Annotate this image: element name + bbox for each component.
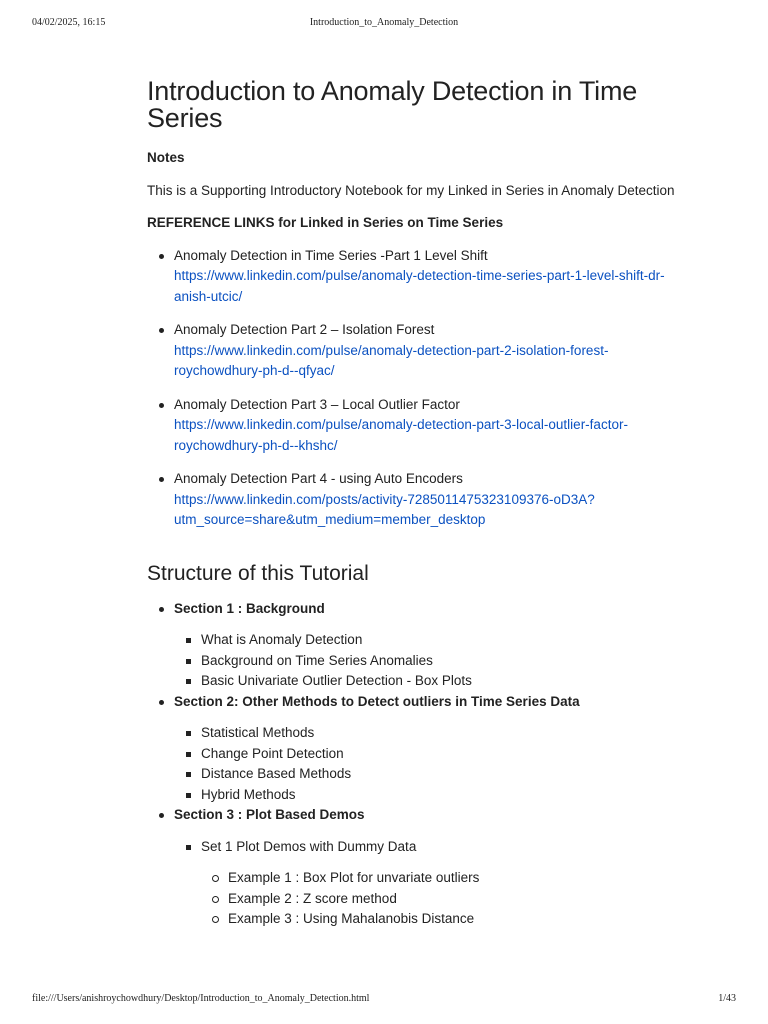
bullet-square-icon xyxy=(186,772,191,777)
reference-link[interactable]: https://www.linkedin.com/posts/activity-7285011475323109376-oD3A?utm_source=share&utm_medium=member_desktop xyxy=(174,491,595,527)
print-file-path: file:///Users/anishroychowdhury/Desktop/Introduction_to_Anomaly_Detection.html xyxy=(32,993,370,1004)
bullet-square-icon xyxy=(186,659,191,664)
bullet-circle-icon xyxy=(212,896,219,903)
list-item-text: Statistical Methods xyxy=(201,725,315,740)
reference-link[interactable]: https://www.linkedin.com/pulse/anomaly-detection-part-2-isolation-forest-roychowdhury-ph-d--qfyac/ xyxy=(174,342,609,378)
bullet-square-icon xyxy=(186,731,191,736)
list-item-text: Example 1 : Box Plot for unvariate outliers xyxy=(228,870,480,885)
bullet-disc-icon xyxy=(159,700,164,705)
bullet-disc-icon xyxy=(159,813,164,818)
bullet-disc-icon xyxy=(159,403,164,408)
document-body xyxy=(147,78,677,930)
print-document-title: Introduction_to_Anomaly_Detection xyxy=(309,17,459,28)
reference-item xyxy=(147,395,677,457)
list-item-text: Basic Univariate Outlier Detection - Box Plots xyxy=(201,673,472,688)
section-label: Section 2: Other Methods to Detect outliers in Time Series Data xyxy=(174,693,580,709)
print-timestamp: 04/02/2025, 16:15 xyxy=(32,17,106,28)
bullet-disc-icon xyxy=(159,254,164,259)
list-item-text: Example 2 : Z score method xyxy=(228,890,397,906)
print-header xyxy=(0,17,768,31)
list-item xyxy=(174,651,677,672)
bullet-square-icon xyxy=(186,752,191,757)
list-item xyxy=(174,723,677,744)
print-footer xyxy=(0,993,768,1007)
reference-item xyxy=(147,469,677,531)
reference-label: Anomaly Detection Part 2 – Isolation Forest xyxy=(174,322,435,337)
intro-paragraph: This is a Supporting Introductory Notebook for my Linked in Series in Anomaly Detection xyxy=(147,182,675,198)
reference-item xyxy=(147,320,677,382)
reference-label: Anomaly Detection Part 3 – Local Outlier Factor xyxy=(174,396,460,412)
reference-item xyxy=(147,246,677,308)
reference-link[interactable]: https://www.linkedin.com/pulse/anomaly-detection-part-3-local-outlier-factor-roychowdhury-ph-d--khshc/ xyxy=(174,417,628,453)
list-item xyxy=(174,671,677,692)
list-item xyxy=(174,630,677,651)
list-item xyxy=(201,868,677,889)
list-item-text: Background on Time Series Anomalies xyxy=(201,652,433,668)
bullet-square-icon xyxy=(186,793,191,798)
structure-list xyxy=(147,599,677,930)
list-item xyxy=(201,909,677,930)
list-item xyxy=(174,744,677,765)
section-label: Section 1 : Background xyxy=(174,600,325,616)
list-item xyxy=(174,764,677,785)
bullet-circle-icon xyxy=(212,916,219,923)
section-sublist xyxy=(174,723,677,805)
section-label: Section 3 : Plot Based Demos xyxy=(174,807,365,822)
page-title: Introduction to Anomaly Detection in Time Series xyxy=(147,76,638,133)
section-sublist xyxy=(174,837,677,930)
section-item xyxy=(147,805,677,930)
list-item-text: What is Anomaly Detection xyxy=(201,632,363,647)
bullet-square-icon xyxy=(186,679,191,684)
example-list xyxy=(201,868,677,930)
list-item xyxy=(174,837,677,930)
structure-heading: Structure of this Tutorial xyxy=(147,561,369,585)
list-item-text: Example 3 : Using Mahalanobis Distance xyxy=(228,911,475,926)
bullet-disc-icon xyxy=(159,607,164,612)
bullet-disc-icon xyxy=(159,328,164,333)
list-item-text: Distance Based Methods xyxy=(201,766,352,781)
section-sublist xyxy=(174,630,677,692)
list-item xyxy=(201,889,677,910)
list-item-text: Hybrid Methods xyxy=(201,786,296,802)
bullet-disc-icon xyxy=(159,477,164,482)
reference-label: Anomaly Detection Part 4 - using Auto Encoders xyxy=(174,471,463,486)
bullet-circle-icon xyxy=(212,875,219,882)
bullet-square-icon xyxy=(186,845,191,850)
reference-list xyxy=(147,246,677,531)
references-heading: REFERENCE LINKS for Linked in Series on Time Series xyxy=(147,215,504,230)
bullet-square-icon xyxy=(186,638,191,643)
notes-heading: Notes xyxy=(147,150,185,165)
list-item xyxy=(174,785,677,806)
reference-link[interactable]: https://www.linkedin.com/pulse/anomaly-detection-time-series-part-1-level-shift-dr-anish-utcic/ xyxy=(174,268,665,304)
set-label: Set 1 Plot Demos with Dummy Data xyxy=(201,838,417,854)
reference-label: Anomaly Detection in Time Series -Part 1 Level Shift xyxy=(174,247,488,263)
section-item xyxy=(147,692,677,806)
list-item-text: Change Point Detection xyxy=(201,745,344,761)
page-counter: 1/43 xyxy=(718,993,736,1004)
section-item xyxy=(147,599,677,692)
